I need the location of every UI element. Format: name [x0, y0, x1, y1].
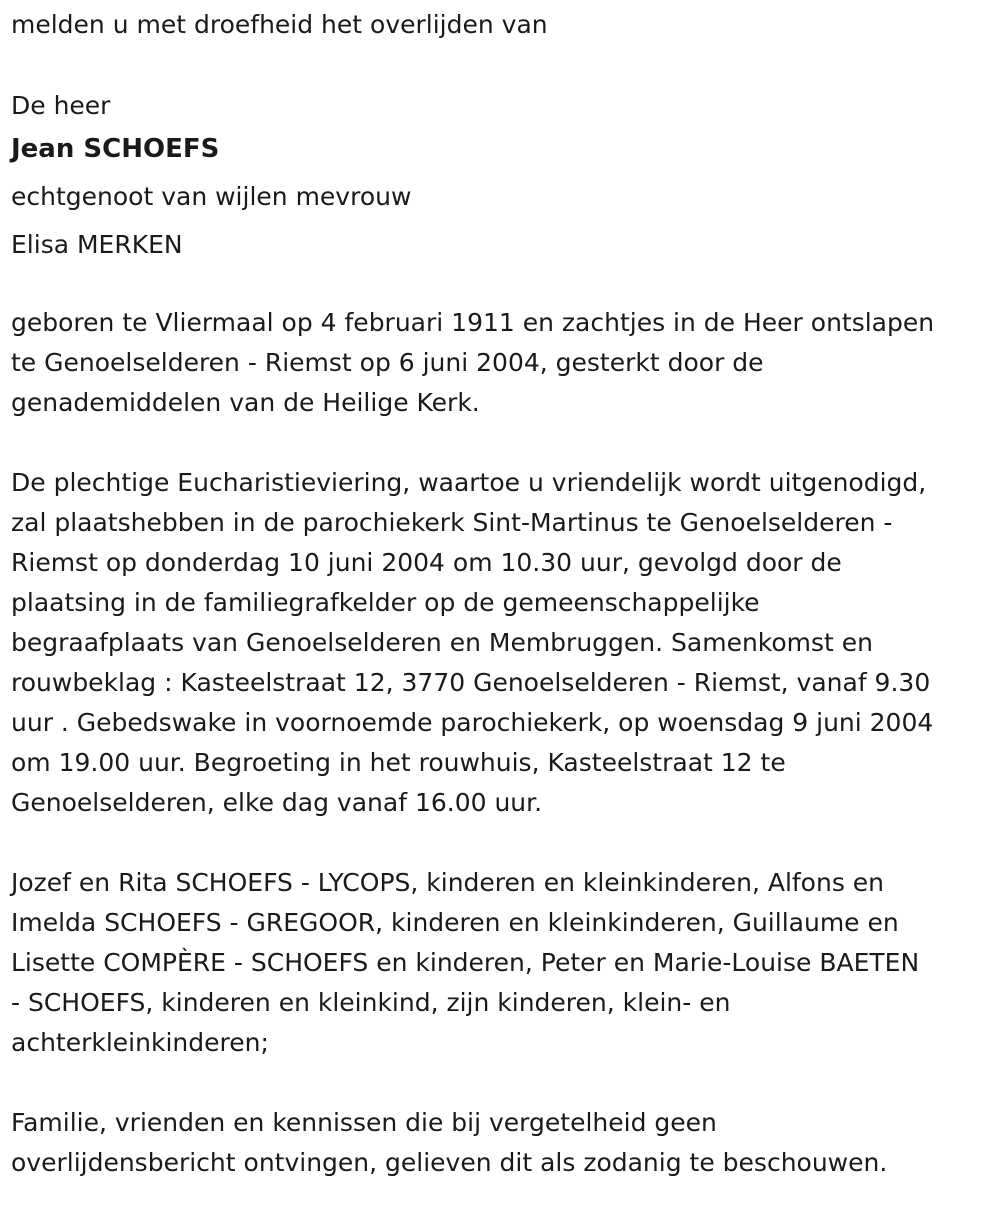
ceremony-paragraph [11, 463, 991, 823]
spacer [11, 423, 991, 463]
paragraph-line: rouwbeklag : Kasteelstraat 12, 3770 Genoelselderen - Riemst, vanaf 9.30 [11, 668, 931, 697]
spouse-label: echtgenoot van wijlen mevrouw [11, 182, 412, 211]
paragraph-line: om 19.00 uur. Begroeting in het rouwhuis, Kasteelstraat 12 te [11, 748, 786, 777]
closing-paragraph [11, 1103, 991, 1183]
paragraph-line: te Genoelselderen - Riemst op 6 juni 2004, gesterkt door de [11, 348, 764, 377]
paragraph-line: overlijdensbericht ontvingen, gelieven dit als zodanig te beschouwen. [11, 1148, 888, 1177]
spacer [11, 45, 991, 85]
paragraph-line: - SCHOEFS, kinderen en kleinkind, zijn kinderen, klein- en [11, 988, 731, 1017]
paragraph-line: Genoelselderen, elke dag vanaf 16.00 uur. [11, 788, 543, 817]
honorific: De heer [11, 91, 111, 120]
paragraph-line: genademiddelen van de Heilige Kerk. [11, 388, 480, 417]
intro-text: melden u met droefheid het overlijden van [11, 10, 548, 39]
deceased-name: Jean SCHOEFS [11, 134, 220, 164]
paragraph-line: begraafplaats van Genoelselderen en Membruggen. Samenkomst en [11, 628, 874, 657]
birth-death-paragraph [11, 303, 991, 423]
spacer [11, 1063, 991, 1103]
paragraph-line: achterkleinkinderen; [11, 1028, 269, 1057]
paragraph-line: Familie, vrienden en kennissen die bij vergetelheid geen [11, 1108, 717, 1137]
paragraph-line: Jozef en Rita SCHOEFS - LYCOPS, kinderen en kleinkinderen, Alfons en [11, 868, 885, 897]
spacer [11, 269, 991, 303]
paragraph-line: De plechtige Eucharistieviering, waartoe u vriendelijk wordt uitgenodigd, [11, 468, 927, 497]
paragraph-line: plaatsing in de familiegrafkelder op de gemeenschappelijke [11, 588, 760, 617]
paragraph-line: uur . Gebedswake in voornoemde parochiekerk, op woensdag 9 juni 2004 [11, 708, 934, 737]
paragraph-line: zal plaatshebben in de parochiekerk Sint-Martinus te Genoelselderen - [11, 508, 893, 537]
spacer [11, 823, 991, 863]
paragraph-line: geboren te Vliermaal op 4 februari 1911 en zachtjes in de Heer ontslapen [11, 308, 935, 337]
paragraph-line: Riemst op donderdag 10 juni 2004 om 10.30 uur, gevolgd door de [11, 548, 842, 577]
spouse-name: Elisa MERKEN [11, 230, 183, 259]
family-paragraph [11, 863, 991, 1063]
paragraph-line: Lisette COMPÈRE - SCHOEFS en kinderen, Peter en Marie-Louise BAETEN [11, 948, 920, 977]
death-notice [11, 0, 991, 1183]
paragraph-line: Imelda SCHOEFS - GREGOOR, kinderen en kleinkinderen, Guillaume en [11, 908, 899, 937]
